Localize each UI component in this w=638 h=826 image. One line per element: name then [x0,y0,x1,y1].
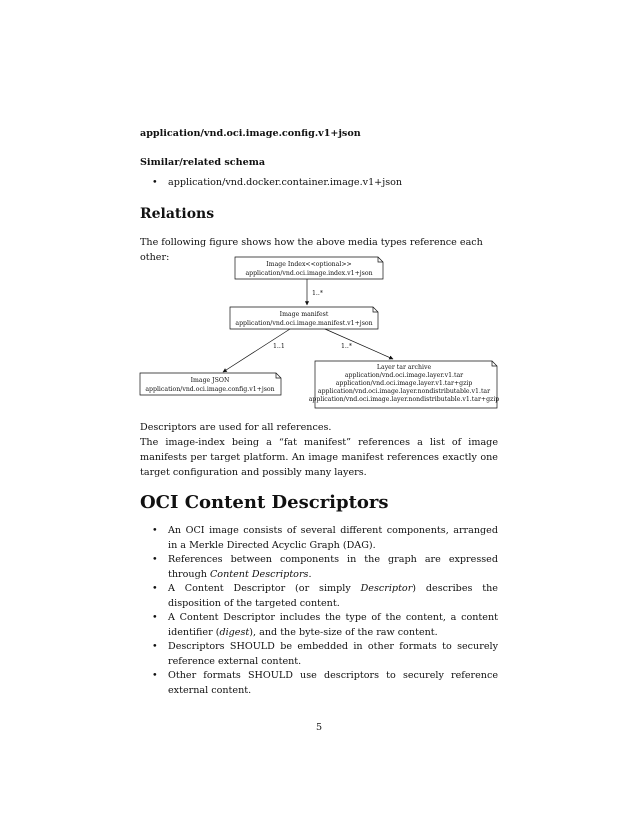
bullet-glyph: • [152,612,158,623]
image-index-title: Image Index<<optional>> [266,261,352,268]
list-item: • An OCI image consists of several different components, arranged in a Merkle Directed Acyclic Graph (DAG). [152,525,498,551]
image-config-type: application/vnd.oci.image.config.v1+json [145,386,275,393]
layer-archive-node [309,361,500,408]
similar-schema-heading: Similar/related schema [140,157,266,168]
descriptor-bullets [140,524,498,698]
page-number: 5 [315,722,323,733]
edge-manifest-to-layers [325,329,393,359]
list-item: • A Content Descriptor (or simply Descriptor) describes the disposition of the targeted content. [152,583,498,609]
media-types-diagram [135,255,503,415]
oci-descriptors-heading: OCI Content Descriptors [140,492,389,513]
edge-manifest-config-label: 1..1 [273,343,285,350]
layer-type: application/vnd.oci.image.layer.v1.tar+gzip [335,380,473,387]
bullet-glyph: • [152,670,158,681]
bullet-glyph: • [152,583,158,594]
image-config-node [140,373,281,395]
layer-archive-title: Layer tar archive [376,364,432,371]
list-item: • A Content Descriptor includes the type of the content, a content identifier (digest), and the byte-size of the raw content. [152,612,498,638]
edge-manifest-layers-label: 1..* [341,343,352,350]
image-index-type: application/vnd.oci.image.index.v1+json [245,270,373,277]
list-item: • Descriptors SHOULD be embedded in other formats to securely reference external content. [152,641,498,667]
list-item: • application/vnd.docker.container.image.v1+json [140,176,498,191]
layer-type: application/vnd.oci.image.layer.nondistributable.v1.tar [317,388,491,395]
bullet-glyph: • [152,554,158,565]
relations-intro: The following figure shows how the above media types reference each other: [140,237,483,263]
image-manifest-title: Image manifest [279,311,329,318]
image-manifest-type: application/vnd.oci.image.manifest.v1+json [235,320,373,327]
bullet-glyph: • [152,641,158,652]
config-media-type: application/vnd.oci.image.config.v1+json [140,128,361,139]
image-manifest-node [230,307,378,329]
layer-type: application/vnd.oci.image.layer.nondistributable.v1.tar+gzip [308,396,500,403]
similar-schema-list [140,176,498,191]
bullet-glyph: • [152,525,158,536]
paragraph-descriptors-references: Descriptors are used for all references. [140,422,332,433]
edge-index-manifest-label: 1..* [312,290,323,297]
list-item: • References between components in the graph are expressed through Content Descriptors. [152,554,498,580]
image-index-node [235,257,383,279]
layer-type: application/vnd.oci.image.layer.v1.tar [344,372,464,379]
image-config-title: Image JSON [190,377,230,384]
relations-heading: Relations [140,206,215,222]
edge-manifest-to-config [223,329,290,372]
bullet-glyph: • [152,177,158,188]
paragraph-image-index: The image-index being a “fat manifest” references a list of image manifests per target platform. An image manifest references exactly one target configuration and possibly many layers. [140,437,498,478]
list-item: • Other formats SHOULD use descriptors to securely reference external content. [152,670,498,696]
